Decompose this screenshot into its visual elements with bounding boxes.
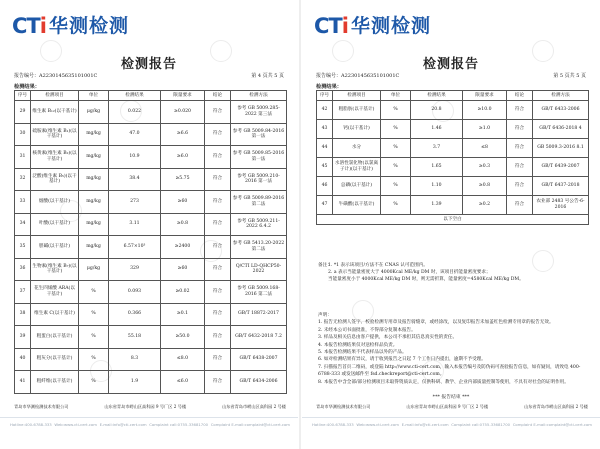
row-unit: %	[381, 120, 411, 139]
row-conclusion: 符合	[205, 123, 231, 146]
row-method: GB/T 6433-2006	[533, 101, 589, 120]
row-no: 40	[15, 348, 31, 371]
row-item: 胆碱(以干基计)	[31, 236, 79, 259]
row-method: 参考 GB 5009.210-2016 第一法	[231, 168, 287, 191]
table-row	[15, 123, 287, 146]
page-footer	[312, 422, 592, 427]
logo-name: 华测检测	[48, 15, 129, 37]
row-limit: ≥1.0	[463, 120, 507, 139]
row-unit: mg/kg	[79, 168, 109, 191]
row-limit: ≥0.8	[463, 177, 507, 196]
header-unit: 单位	[381, 91, 411, 101]
row-item: 叶酸(以干基计)	[31, 213, 79, 236]
report-page-4	[0, 0, 298, 449]
company-address-2: 山东省青岛市崂山区高科园 2 号楼	[222, 404, 286, 409]
company-info	[316, 404, 588, 410]
row-method: Q/CTI LD-QHCP50-2022	[231, 258, 287, 281]
row-limit: ≥0.1	[161, 303, 205, 326]
header-conclusion: 结论	[205, 91, 231, 101]
row-result: 0.366	[109, 303, 161, 326]
results-table	[14, 90, 287, 394]
header-item: 检测项目	[333, 91, 381, 101]
row-method: 农业部 2483 号公告-6-2016	[533, 196, 589, 215]
table-row	[15, 146, 287, 169]
row-no: 31	[15, 146, 31, 169]
header-limit: 限量要求	[463, 91, 507, 101]
row-method: GB/T 6439-2007	[533, 158, 589, 177]
row-unit: mg/kg	[79, 213, 109, 236]
footer-complaint-email: Complaint E-mail:complaint@cti-cert.com	[512, 422, 592, 427]
row-method: GB/T 6437-2018	[533, 177, 589, 196]
row-item: 水溶性氯化物(以氯离子计)(以干基计)	[333, 158, 381, 177]
remarks	[318, 262, 588, 283]
row-conclusion: 符合	[205, 281, 231, 304]
row-result: 1.46	[411, 120, 463, 139]
row-no: 32	[15, 168, 31, 191]
row-result: 0.022	[109, 101, 161, 124]
footer-complaint-call: Complaint call:0755-33681700	[149, 422, 209, 427]
row-unit: %	[79, 281, 109, 304]
row-item: 维生素 C(以干基计)	[31, 303, 79, 326]
row-limit: ≥0.02	[161, 281, 205, 304]
table-row	[15, 371, 287, 394]
row-result: 47.0	[109, 123, 161, 146]
row-item: 硫胺素(维生素 B₁)(以干基计)	[31, 123, 79, 146]
row-limit: ≤8	[463, 139, 507, 158]
company-address: 山东省青岛市崂山区高科园 9 号厂区 2 号楼	[104, 404, 187, 409]
row-method: 参考 GB 5413.20-2022 第二法	[231, 236, 287, 259]
declaration-item: 4. 本报告检测结果仅对送检样品负责。	[318, 342, 398, 348]
company-name: 青岛市华测检测技术有限公司	[316, 404, 371, 409]
declaration-item: 3. 样品及相关信息由客户提供，本公司不承担其信息真实性的责任。	[318, 335, 458, 341]
row-result: 20.8	[411, 101, 463, 120]
blank-row-label: 以下空白	[317, 215, 589, 225]
table-row	[317, 196, 589, 215]
row-result: 273	[109, 191, 161, 214]
header-result: 检测结果	[411, 91, 463, 101]
footer-web: Web:www.cti-cert.com	[356, 422, 399, 427]
row-unit: %	[381, 158, 411, 177]
company-address: 山东省青岛市崂山区高科园 9 号厂区 2 号楼	[406, 404, 489, 409]
row-item: 泛酸(维生素 B₅)(以干基计)	[31, 168, 79, 191]
row-item: 维生素 B₁₂(以干基计)	[31, 101, 79, 124]
row-conclusion: 符合	[205, 168, 231, 191]
report-number: 报告编号：A2230145635101001C	[316, 73, 400, 79]
report-page-5	[302, 0, 600, 449]
table-row	[15, 281, 287, 304]
report-number: 报告编号：A2230145635101001C	[14, 73, 98, 79]
row-no: 43	[317, 120, 333, 139]
row-result: 1.9	[109, 371, 161, 394]
table-row	[15, 258, 287, 281]
row-no: 44	[317, 139, 333, 158]
row-conclusion: 符合	[205, 258, 231, 281]
row-item: 花生四烯酸 ARA(以干基计)	[31, 281, 79, 304]
header-no: 序号	[15, 91, 31, 101]
footer-hotline: Hotline:400-6788-333	[10, 422, 52, 427]
table-row	[317, 177, 589, 196]
row-no: 39	[15, 326, 31, 349]
declaration-title: 声明：	[318, 313, 332, 318]
row-item: 粗灰分(以干基计)	[31, 348, 79, 371]
table-row	[15, 213, 287, 236]
remarks-label: 备注：	[318, 263, 332, 268]
row-item: 烟酸(以干基计)	[31, 191, 79, 214]
row-method: GB/T 6438-2007	[231, 348, 287, 371]
page-footer	[10, 422, 290, 427]
table-row	[317, 101, 589, 120]
footer-web: Web:www.cti-cert.com	[54, 422, 97, 427]
row-no: 36	[15, 258, 31, 281]
row-result: 0.093	[109, 281, 161, 304]
row-unit: mg/kg	[79, 191, 109, 214]
row-conclusion: 符合	[205, 191, 231, 214]
row-method: GB/T 6434-2006	[231, 371, 287, 394]
row-unit: %	[79, 371, 109, 394]
report-meta	[316, 72, 586, 79]
row-conclusion: 符合	[205, 213, 231, 236]
row-unit: %	[381, 177, 411, 196]
row-no: 33	[15, 191, 31, 214]
row-conclusion: 符合	[205, 371, 231, 394]
row-item: 粗蛋白(以干基计)	[31, 326, 79, 349]
row-limit: ≥0.2	[463, 196, 507, 215]
row-limit: ≤6.0	[161, 371, 205, 394]
remark-line: 1. *1 表示该项目/方法不在 CNAS 认可范围内。	[328, 263, 428, 268]
row-conclusion: 符合	[205, 348, 231, 371]
row-conclusion: 符合	[507, 196, 533, 215]
header-method: 检测方法	[533, 91, 589, 101]
row-unit: μg/kg	[79, 258, 109, 281]
row-conclusion: 符合	[205, 236, 231, 259]
logo-brand: CTi	[12, 14, 46, 38]
row-item: 生物素(维生素 B₇)(以干基计)	[31, 258, 79, 281]
row-method: GB/T 6436-2018 4	[533, 120, 589, 139]
company-logo	[314, 16, 431, 36]
row-item: 牛磺酸(以干基计)	[333, 196, 381, 215]
row-unit: %	[381, 101, 411, 120]
footer-hotline: Hotline:400-6788-333	[312, 422, 354, 427]
row-no: 46	[317, 177, 333, 196]
row-limit: ≥5.75	[161, 168, 205, 191]
report-end: *** 报告结束 ***	[432, 395, 470, 400]
row-limit: ≥10.0	[463, 101, 507, 120]
row-limit: ≥0.8	[161, 213, 205, 236]
row-method: GB 5009.3-2016 8.1	[533, 139, 589, 158]
declaration-item: 5. 本报告检测结果不代表样品以外的产品。	[318, 350, 407, 356]
row-result: 38.4	[109, 168, 161, 191]
row-result: 1.10	[411, 177, 463, 196]
row-method: 参考 GB 5009.285-2022 第三法	[231, 101, 287, 124]
row-method: 参考 GB 5009.84-2016 第一法	[231, 123, 287, 146]
row-limit: ≥6.6	[161, 123, 205, 146]
table-row	[15, 303, 287, 326]
row-unit: mg/kg	[79, 123, 109, 146]
row-result: 3.7	[411, 139, 463, 158]
results-table	[316, 90, 589, 225]
footer-email: E-mail:info@cti-cert.com	[99, 422, 147, 427]
row-item: 水分	[333, 139, 381, 158]
logo-brand: CTi	[314, 14, 348, 38]
footer-divider	[0, 417, 298, 418]
table-row	[317, 120, 589, 139]
declaration-item: 6. 如对检测结果有异议，请于收到报告之日起 7 个工作日内提出，逾期不予受理。	[318, 357, 486, 363]
table-row-blank	[317, 215, 589, 225]
report-title: 检测报告	[422, 57, 479, 72]
remark-line: 2. a 表示当能量密度大于 4000Kcal ME/kg DM 时，该项目折能量密度要求；	[328, 270, 491, 275]
page-number: 第 4 页共 5 页	[251, 73, 284, 79]
row-no: 45	[317, 158, 333, 177]
row-item: 核黄素(维生素 B₂)(以干基计)	[31, 146, 79, 169]
row-no: 34	[15, 213, 31, 236]
row-item: 总磷(以干基计)	[333, 177, 381, 196]
company-name: 青岛市华测检测技术有限公司	[14, 404, 69, 409]
row-unit: %	[381, 139, 411, 158]
company-logo	[12, 16, 129, 36]
row-unit: %	[79, 303, 109, 326]
row-result: 329	[109, 258, 161, 281]
section-label: 检测结果：	[14, 84, 40, 90]
row-item: 粗纤维(以干基计)	[31, 371, 79, 394]
row-unit: %	[79, 348, 109, 371]
row-no: 30	[15, 123, 31, 146]
row-no: 47	[317, 196, 333, 215]
table-header-row	[317, 91, 589, 101]
row-conclusion: 符合	[507, 139, 533, 158]
row-unit: %	[381, 196, 411, 215]
row-limit: ≥0.020	[161, 101, 205, 124]
row-unit: mg/kg	[79, 146, 109, 169]
table-row	[15, 348, 287, 371]
table-row	[15, 101, 287, 124]
header-conclusion: 结论	[507, 91, 533, 101]
remark-line: 当能量密度小于 4000Kcal ME/kg DM 时，则无需折算，能量密度=4580Kcal ME/kg DM。	[328, 277, 524, 282]
row-result: 3.11	[109, 213, 161, 236]
row-limit: ≥60	[161, 191, 205, 214]
row-result: 10.9	[109, 146, 161, 169]
row-conclusion: 符合	[205, 146, 231, 169]
footer-divider	[302, 417, 600, 418]
row-no: 37	[15, 281, 31, 304]
row-item: 粗脂肪(以干基计)	[333, 101, 381, 120]
page-separator	[299, 0, 301, 449]
row-conclusion: 符合	[507, 158, 533, 177]
row-unit: mg/kg	[79, 236, 109, 259]
row-limit: ≤8.0	[161, 348, 205, 371]
row-limit: ≥50.0	[161, 326, 205, 349]
row-result: 6.57×10³	[109, 236, 161, 259]
declaration-item: 2. 未经本公司书面批准，不得部分复制本报告。	[318, 327, 416, 333]
declarations	[318, 312, 584, 386]
row-method: 参考 GB 5009.85-2016 第一法	[231, 146, 287, 169]
row-conclusion: 符合	[205, 303, 231, 326]
row-item: 钙(以干基计)	[333, 120, 381, 139]
row-method: GB/T 6432-2018 7.2	[231, 326, 287, 349]
header-method: 检测方法	[231, 91, 287, 101]
report-title: 检测报告	[120, 57, 177, 72]
row-conclusion: 符合	[205, 101, 231, 124]
footer-email: E-mail:info@cti-cert.com	[401, 422, 449, 427]
row-conclusion: 符合	[507, 101, 533, 120]
company-address-2: 山东省青岛市崂山区高科园 2 号楼	[524, 404, 588, 409]
row-limit: ≥6.0	[161, 146, 205, 169]
row-unit: %	[79, 326, 109, 349]
row-no: 29	[15, 101, 31, 124]
footer-complaint-call: Complaint call:0755-33681700	[451, 422, 511, 427]
row-no: 38	[15, 303, 31, 326]
row-conclusion: 符合	[507, 177, 533, 196]
table-row	[317, 158, 589, 177]
row-result: 8.3	[109, 348, 161, 371]
company-info	[14, 404, 286, 410]
row-conclusion: 符合	[205, 326, 231, 349]
table-row	[317, 139, 589, 158]
table-row	[15, 168, 287, 191]
header-result: 检测结果	[109, 91, 161, 101]
declaration-item: 8. 本报告中含全部/部分检测项目未取得资质认定，仅供科研、教学、企业内部质量控制等使用，不具有对社会的证明作用。	[318, 379, 569, 385]
table-header-row	[15, 91, 287, 101]
table-row	[15, 326, 287, 349]
row-result: 1.65	[411, 158, 463, 177]
report-meta	[14, 72, 284, 79]
declaration-item: 1. 报告无检测人签字、校验检测专用章及报告骑缝章，或经涂改，以及复印报告未加盖红色检测专用章的报告无效。	[318, 320, 554, 326]
row-no: 42	[317, 101, 333, 120]
row-result: 1.39	[411, 196, 463, 215]
header-no: 序号	[317, 91, 333, 101]
header-limit: 限量要求	[161, 91, 205, 101]
footer-complaint-email: Complaint E-mail:complaint@cti-cert.com	[210, 422, 290, 427]
row-unit: μg/kg	[79, 101, 109, 124]
row-no: 35	[15, 236, 31, 259]
table-row	[15, 236, 287, 259]
row-result: 55.18	[109, 326, 161, 349]
page-number: 第 5 页共 5 页	[553, 73, 586, 79]
logo-name: 华测检测	[350, 15, 431, 37]
row-method: 参考 GB 5009.211-2022 6.4.2	[231, 213, 287, 236]
row-method: GB/T 18872-2017	[231, 303, 287, 326]
row-no: 41	[15, 371, 31, 394]
row-conclusion: 符合	[507, 120, 533, 139]
header-unit: 单位	[79, 91, 109, 101]
row-limit: ≥60	[161, 258, 205, 281]
row-method: 参考 GB 5009.89-2016 第二法	[231, 191, 287, 214]
row-method: 参考 GB 5009.168-2016 第二法	[231, 281, 287, 304]
section-label: 检测结果：	[316, 84, 342, 90]
table-row	[15, 191, 287, 214]
declaration-item: 7. 扫描报告首页二维码，或登陆 http://www.cti-cert.com，输入本报告编号及防伪码可查验报告信息，如有疑问，请致电 400-6788-333 或发送邮件至 fsd.checkreport@cti-cert.com。	[318, 364, 581, 378]
row-limit: ≥0.3	[463, 158, 507, 177]
row-limit: ≥2400	[161, 236, 205, 259]
header-item: 检测项目	[31, 91, 79, 101]
